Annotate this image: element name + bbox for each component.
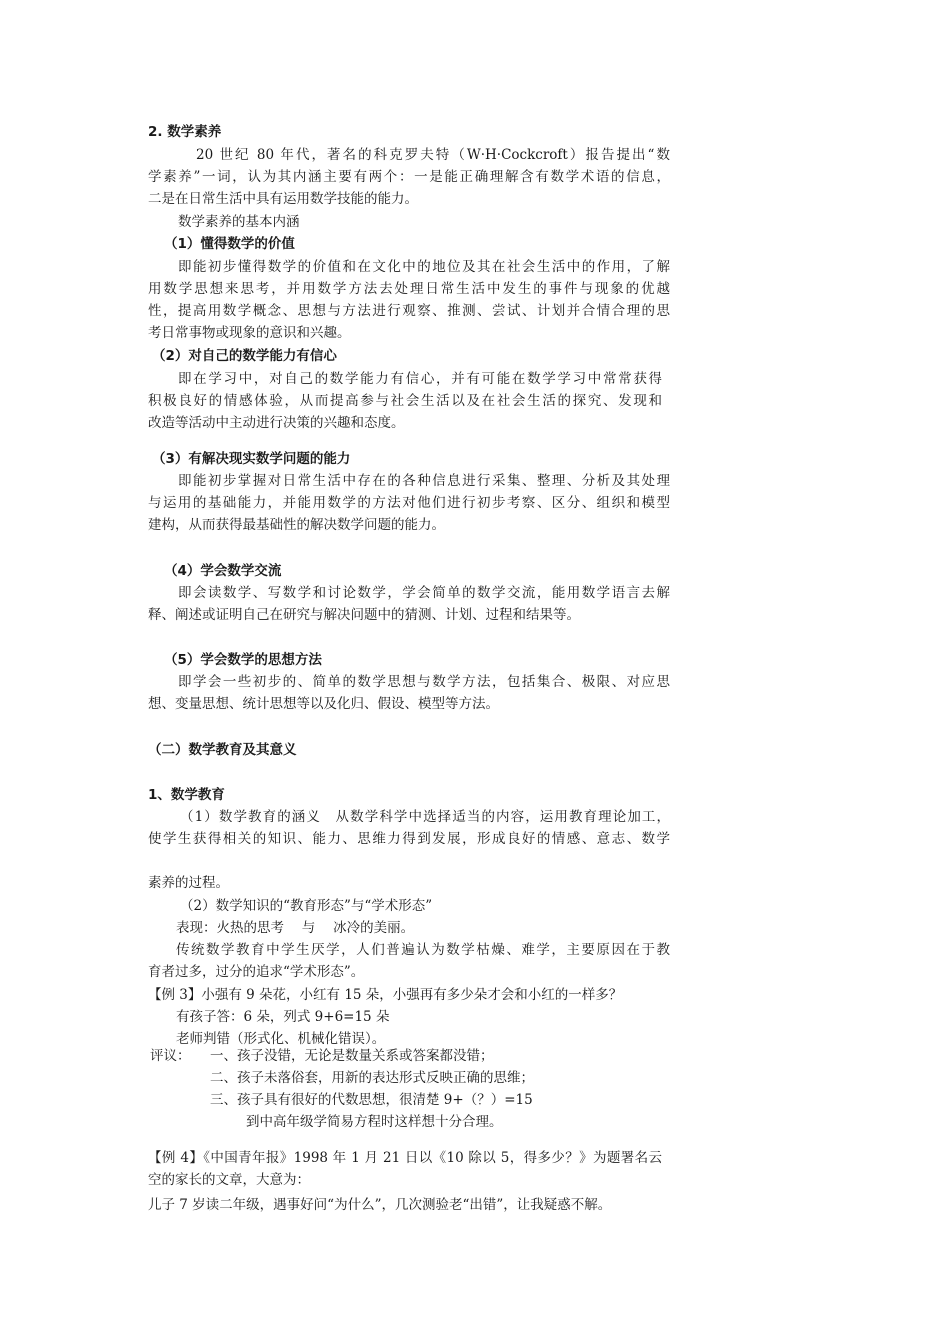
paragraph-line: 积极良好的情感体验，从而提高参与社会生活以及在社会生活的探究、发现和 — [148, 393, 662, 409]
item-title: （2）对自己的数学能力有信心 — [152, 348, 337, 364]
basic-content-label: 数学素养的基本内涵 — [178, 214, 300, 230]
paragraph-line: 素养的过程。 — [148, 875, 229, 891]
item-title: （4）学会数学交流 — [164, 563, 282, 579]
paragraph-line: 使学生获得相关的知识、能力、思维力得到发展，形成良好的情感、意志、数学 — [148, 831, 670, 847]
item-title: （1）懂得数学的价值 — [164, 236, 295, 252]
paragraph-line: 20 世纪 80 年代，著名的科克罗夫特（W·H·Cockcroft）报告提出“数 — [196, 147, 670, 163]
paragraph-line: 即学会一些初步的、简单的数学思想与数学方法，包括集合、极限、对应思 — [178, 674, 670, 690]
paragraph-line: 性，提高用数学概念、思想与方法进行观察、推测、尝试、计划并合情合理的思 — [148, 303, 670, 319]
paragraph-line: 传统数学教育中学生厌学，人们普遍认为数学枯燥、难学，主要原因在于教 — [176, 942, 670, 958]
paragraph-line: 育者过多，过分的追求“学术形态”。 — [148, 964, 365, 980]
example-4-line: 空的家长的文章，大意为： — [148, 1172, 310, 1188]
example-3-teacher: 老师判错（形式化、机械化错误）。 — [176, 1031, 386, 1047]
item-title: （5）学会数学的思想方法 — [164, 652, 322, 668]
item-title: （3）有解决现实数学问题的能力 — [152, 451, 351, 467]
example-3-comment: 三、孩子具有很好的代数思想，很清楚 9+（？）=15 — [210, 1092, 533, 1108]
example-3-comment: 一、孩子没错，无论是数量关系或答案都没错； — [210, 1048, 494, 1064]
sub-heading-math-education: 1、数学教育 — [148, 787, 225, 803]
paragraph-line: 改造等活动中主动进行决策的兴趣和态度。 — [148, 415, 405, 431]
paragraph-line: 想、变量思想、统计思想等以及化归、假设、模型等方法。 — [148, 696, 499, 712]
paragraph-line: 即在学习中，对自己的数学能力有信心，并有可能在数学学习中常常获得 — [178, 371, 662, 387]
paragraph-line: 即能初步懂得数学的价值和在文化中的地位及其在社会生活中的作用，了解 — [178, 259, 670, 275]
paragraph-line: 即能初步掌握对日常生活中存在的各种信息进行采集、整理、分析及其处理 — [178, 473, 670, 489]
paragraph-line: 表现：火热的思考 与 冰冷的美丽。 — [176, 920, 415, 936]
example-3-question: 【例 3】小强有 9 朵花，小红有 15 朵，小强再有多少朵才会和小红的一样多？ — [148, 987, 623, 1003]
part-heading-math-education: （二）数学教育及其意义 — [148, 742, 297, 758]
paragraph-line: 学素养”一词，认为其内涵主要有两个：一是能正确理解含有数学术语的信息， — [148, 169, 670, 185]
example-3-comment: 二、孩子未落俗套，用新的表达形式反映正确的思维； — [210, 1070, 534, 1086]
section-heading-math-literacy: 2. 数学素养 — [148, 124, 222, 140]
example-3-comment-label: 评议： — [150, 1048, 191, 1064]
paragraph-line: 释、阐述或证明自己在研究与解决问题中的猜测、计划、过程和结果等。 — [148, 607, 580, 623]
paragraph-line: 考日常事物或现象的意识和兴趣。 — [148, 325, 351, 341]
paragraph-line: （1）数学教育的涵义 从数学科学中选择适当的内容，运用教育理论加工， — [180, 809, 670, 825]
paragraph-line: （2）数学知识的“教育形态”与“学术形态” — [180, 898, 433, 914]
paragraph-line: 二是在日常生活中具有运用数学技能的能力。 — [148, 191, 418, 207]
paragraph-line: 建构，从而获得最基础性的解决数学问题的能力。 — [148, 517, 445, 533]
paragraph-line: 即会读数学、写数学和讨论数学，学会简单的数学交流，能用数学语言去解 — [178, 585, 670, 601]
example-4-line: 【例 4】《中国青年报》1998 年 1 月 21 日以《10 除以 5，得多少？》为题署名云 — [148, 1150, 662, 1166]
example-3-answer: 有孩子答：6 朵，列式 9+6=15 朵 — [176, 1009, 390, 1025]
example-3-comment: 到中高年级学简易方程时这样想十分合理。 — [246, 1114, 503, 1130]
paragraph-line: 与运用的基础能力，并能用数学的方法对他们进行初步考察、区分、组织和模型 — [148, 495, 670, 511]
paragraph-line: 用数学思想来思考，并用数学方法去处理日常生活中发生的事件与现象的优越 — [148, 281, 670, 297]
example-4-line: 儿子 7 岁读二年级，遇事好问“为什么”，几次测验老“出错”，让我疑惑不解。 — [148, 1197, 612, 1213]
